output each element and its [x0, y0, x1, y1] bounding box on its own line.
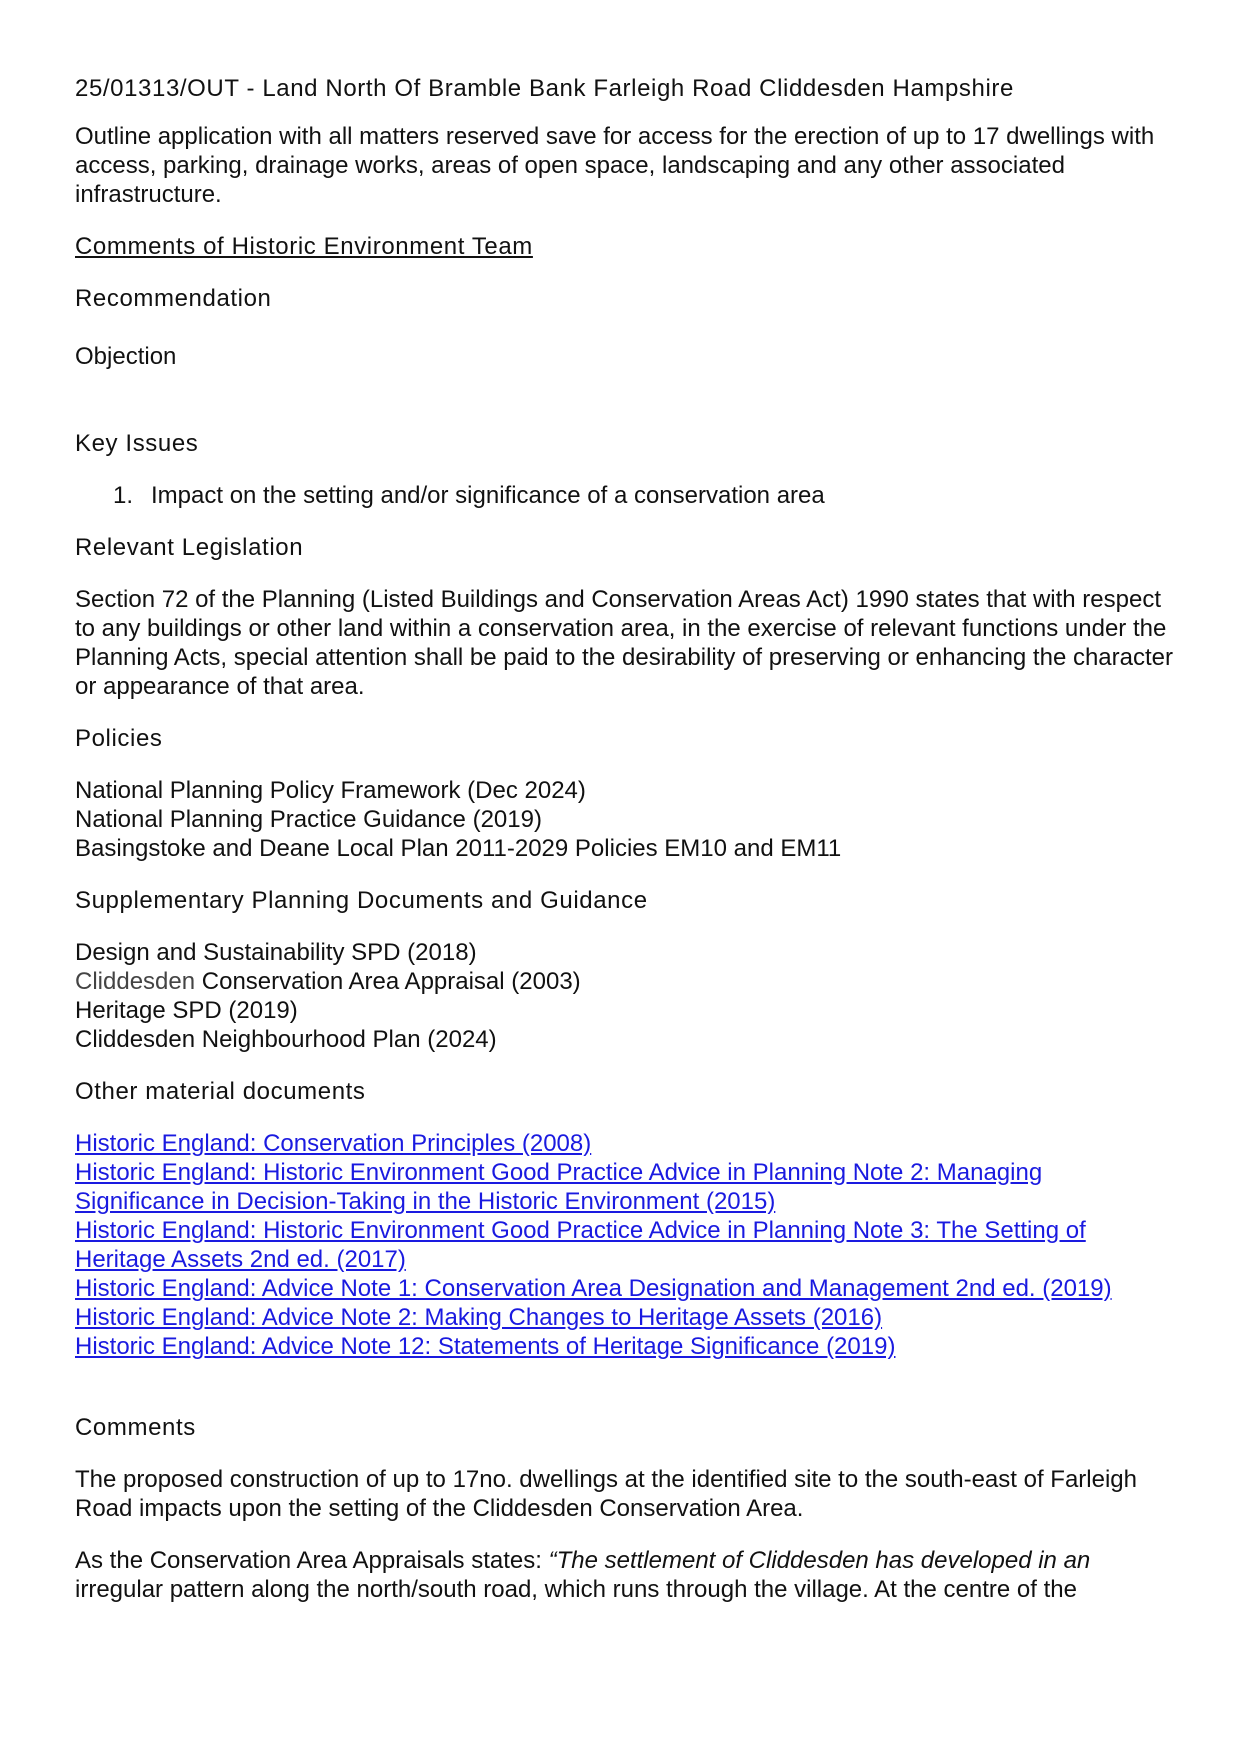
- spd-item: Cliddesden Neighbourhood Plan (2024): [75, 1026, 497, 1053]
- spd-item: [75, 967, 1175, 996]
- legislation-text: Section 72 of the Planning (Listed Buildings and Conservation Areas Act) 1990 states that with respect to any buildings or other land within a conservation area, in the exercise of relevant functions under the Planning Acts, special attention shall be paid to the desirability of preserving or enhancing the character or appearance of that area.: [75, 586, 1173, 700]
- list-item-number: 1.: [113, 482, 134, 509]
- policy-item: National Planning Practice Guidance (2019): [75, 806, 542, 833]
- key-issues-list: [75, 481, 1175, 510]
- list-item-text: Impact on the setting and/or significance of a conservation area: [151, 482, 825, 509]
- document-link[interactable]: Historic England: Conservation Principles (2008): [75, 1130, 592, 1157]
- spd-item-place: Cliddesden: [75, 968, 196, 995]
- document-link[interactable]: Significance in Decision-Taking in the Historic Environment (2015): [75, 1188, 776, 1215]
- comments-paragraph: The proposed construction of up to 17no. dwellings at the identified site to the south-east of Farleigh Road impacts upon the setting of the Cliddesden Conservation Area.: [75, 1466, 1137, 1522]
- policy-item: National Planning Policy Framework (Dec 2024): [75, 777, 586, 804]
- document-link[interactable]: Historic England: Historic Environment Good Practice Advice in Planning Note 3: The Setting of: [75, 1217, 1086, 1244]
- policy-item: Basingstoke and Deane Local Plan 2011-2029 Policies EM10 and EM11: [75, 835, 842, 862]
- list-item: [75, 481, 1175, 510]
- spd-list: [75, 938, 1175, 1054]
- recommendation-value: Objection: [75, 343, 177, 370]
- spd-item-rest: Conservation Area Appraisal (2003): [195, 968, 581, 995]
- application-reference: 25/01313/OUT - Land North Of Bramble Bank Farleigh Road Cliddesden Hampshire: [75, 75, 1014, 102]
- key-issues-heading: Key Issues: [75, 430, 199, 457]
- document-link[interactable]: Historic England: Historic Environment Good Practice Advice in Planning Note 2: Managing: [75, 1159, 1043, 1186]
- comments-paragraph: [75, 1546, 1175, 1604]
- application-description: Outline application with all matters reserved save for access for the erection of up to 17 dwellings with access, parking, drainage works, areas of open space, landscaping and any other associated infrastructure.: [75, 123, 1155, 208]
- other-documents-heading: Other material documents: [75, 1078, 366, 1105]
- legislation-heading: Relevant Legislation: [75, 534, 304, 561]
- document-link[interactable]: Historic England: Advice Note 12: Statements of Heritage Significance (2019): [75, 1333, 896, 1360]
- comments-title: Comments of Historic Environment Team: [75, 233, 533, 260]
- document-link[interactable]: Heritage Assets 2nd ed. (2017): [75, 1246, 406, 1273]
- document-link[interactable]: Historic England: Advice Note 2: Making Changes to Heritage Assets (2016): [75, 1304, 883, 1331]
- spd-heading: Supplementary Planning Documents and Guidance: [75, 887, 648, 914]
- recommendation-heading: Recommendation: [75, 285, 272, 312]
- comments-heading: Comments: [75, 1414, 196, 1441]
- policies-heading: Policies: [75, 725, 163, 752]
- policies-list: [75, 776, 1175, 863]
- comments-continuation: irregular pattern along the north/south road, which runs through the village. At the centre of the: [75, 1576, 1077, 1603]
- quote-intro: As the Conservation Area Appraisals states:: [75, 1547, 549, 1574]
- spd-item: Design and Sustainability SPD (2018): [75, 939, 477, 966]
- other-documents-links: [75, 1129, 1175, 1361]
- appraisal-quote: “The settlement of Cliddesden has developed in an: [548, 1547, 1091, 1574]
- spd-item: Heritage SPD (2019): [75, 997, 298, 1024]
- document-link[interactable]: Historic England: Advice Note 1: Conservation Area Designation and Management 2nd ed. (2019): [75, 1275, 1112, 1302]
- document-page: [75, 74, 1175, 1604]
